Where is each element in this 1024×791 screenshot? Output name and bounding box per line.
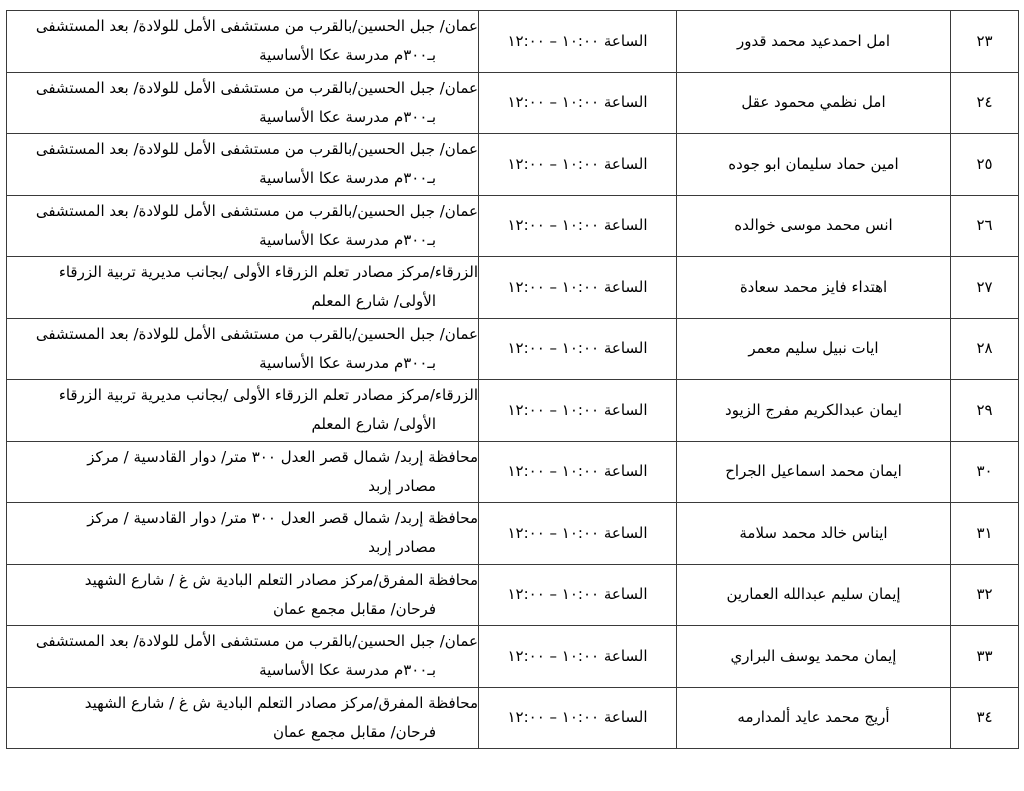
location-line-1: محافظة إربد/ شمال قصر العدل ٣٠٠ متر/ دوار القادسية / مركز (87, 447, 478, 466)
row-number: ٢٦ (951, 195, 1019, 257)
exam-time: الساعة ١٠:٠٠ – ١٢:٠٠ (479, 195, 677, 257)
row-number: ٣٠ (951, 441, 1019, 503)
table-row (7, 503, 1019, 565)
location-line-2: مصادر إربد (368, 538, 436, 557)
candidate-name: ايمان عبدالكريم مفرج الزيود (677, 380, 951, 442)
row-number: ٢٧ (951, 257, 1019, 319)
location-line-1: الزرقاء/مركز مصادر تعلم الزرقاء الأولى /بجانب مديرية تربية الزرقاء (58, 386, 478, 405)
location-line-2: بـ٣٠٠م مدرسة عكا الأساسية (259, 46, 436, 65)
location-line-2: مصادر إربد (368, 476, 436, 495)
table-row (7, 441, 1019, 503)
candidate-name: إيمان محمد يوسف البراري (677, 626, 951, 688)
row-number: ٢٩ (951, 380, 1019, 442)
candidate-name: انس محمد موسى خوالده (677, 195, 951, 257)
exam-location (7, 257, 479, 319)
row-number: ٢٨ (951, 318, 1019, 380)
location-line-1: محافظة المفرق/مركز مصادر التعلم البادية ش غ / شارع الشهيد (84, 570, 478, 589)
exam-time: الساعة ١٠:٠٠ – ١٢:٠٠ (479, 72, 677, 134)
exam-time: الساعة ١٠:٠٠ – ١٢:٠٠ (479, 318, 677, 380)
table-row (7, 257, 1019, 319)
table-row (7, 687, 1019, 749)
table-row (7, 195, 1019, 257)
location-line-2: بـ٣٠٠م مدرسة عكا الأساسية (259, 107, 436, 126)
schedule-table (6, 10, 1019, 749)
location-line-2: بـ٣٠٠م مدرسة عكا الأساسية (259, 353, 436, 372)
exam-location (7, 134, 479, 196)
row-number: ٢٣ (951, 11, 1019, 73)
row-number: ٣٤ (951, 687, 1019, 749)
location-line-1: محافظة إربد/ شمال قصر العدل ٣٠٠ متر/ دوار القادسية / مركز (87, 509, 478, 528)
exam-location (7, 564, 479, 626)
schedule-table-body (7, 11, 1019, 749)
location-line-1: عمان/ جبل الحسين/بالقرب من مستشفى الأمل للولادة/ بعد المستشفى (35, 78, 478, 97)
exam-time: الساعة ١٠:٠٠ – ١٢:٠٠ (479, 380, 677, 442)
location-line-2: بـ٣٠٠م مدرسة عكا الأساسية (259, 661, 436, 680)
candidate-name: ايات نبيل سليم معمر (677, 318, 951, 380)
table-row (7, 380, 1019, 442)
exam-location (7, 441, 479, 503)
location-line-1: محافظة المفرق/مركز مصادر التعلم البادية ش غ / شارع الشهيد (84, 693, 478, 712)
exam-time: الساعة ١٠:٠٠ – ١٢:٠٠ (479, 687, 677, 749)
exam-location (7, 11, 479, 73)
candidate-name: إيمان سليم عبدالله العمارين (677, 564, 951, 626)
candidate-name: ايمان محمد اسماعيل الجراح (677, 441, 951, 503)
location-line-2: فرحان/ مقابل مجمع عمان (273, 599, 436, 618)
exam-location (7, 318, 479, 380)
exam-location (7, 72, 479, 134)
exam-location (7, 380, 479, 442)
candidate-name: امين حماد سليمان ابو جوده (677, 134, 951, 196)
row-number: ٣٢ (951, 564, 1019, 626)
row-number: ٣١ (951, 503, 1019, 565)
location-line-1: عمان/ جبل الحسين/بالقرب من مستشفى الأمل للولادة/ بعد المستشفى (35, 17, 478, 36)
location-line-1: عمان/ جبل الحسين/بالقرب من مستشفى الأمل للولادة/ بعد المستشفى (35, 324, 478, 343)
location-line-2: بـ٣٠٠م مدرسة عكا الأساسية (259, 169, 436, 188)
exam-time: الساعة ١٠:٠٠ – ١٢:٠٠ (479, 503, 677, 565)
candidate-name: ايناس خالد محمد سلامة (677, 503, 951, 565)
table-row (7, 11, 1019, 73)
table-row (7, 72, 1019, 134)
table-row (7, 318, 1019, 380)
exam-location (7, 687, 479, 749)
exam-location (7, 503, 479, 565)
exam-time: الساعة ١٠:٠٠ – ١٢:٠٠ (479, 626, 677, 688)
location-line-1: الزرقاء/مركز مصادر تعلم الزرقاء الأولى /بجانب مديرية تربية الزرقاء (58, 263, 478, 282)
location-line-2: بـ٣٠٠م مدرسة عكا الأساسية (259, 230, 436, 249)
exam-time: الساعة ١٠:٠٠ – ١٢:٠٠ (479, 257, 677, 319)
location-line-2: فرحان/ مقابل مجمع عمان (273, 722, 436, 741)
location-line-2: الأولى/ شارع المعلم (311, 415, 436, 434)
exam-time: الساعة ١٠:٠٠ – ١٢:٠٠ (479, 134, 677, 196)
candidate-name: امل نظمي محمود عقل (677, 72, 951, 134)
exam-time: الساعة ١٠:٠٠ – ١٢:٠٠ (479, 11, 677, 73)
table-row (7, 134, 1019, 196)
row-number: ٢٥ (951, 134, 1019, 196)
candidate-name: أريج محمد عايد ألمدارمه (677, 687, 951, 749)
row-number: ٢٤ (951, 72, 1019, 134)
candidate-name: اهتداء فايز محمد سعادة (677, 257, 951, 319)
table-row (7, 626, 1019, 688)
location-line-1: عمان/ جبل الحسين/بالقرب من مستشفى الأمل للولادة/ بعد المستشفى (35, 632, 478, 651)
table-row (7, 564, 1019, 626)
schedule-document (6, 10, 1018, 749)
location-line-2: الأولى/ شارع المعلم (311, 292, 436, 311)
exam-location (7, 195, 479, 257)
row-number: ٣٣ (951, 626, 1019, 688)
candidate-name: امل احمدعيد محمد قدور (677, 11, 951, 73)
exam-location (7, 626, 479, 688)
exam-time: الساعة ١٠:٠٠ – ١٢:٠٠ (479, 441, 677, 503)
location-line-1: عمان/ جبل الحسين/بالقرب من مستشفى الأمل للولادة/ بعد المستشفى (35, 140, 478, 159)
location-line-1: عمان/ جبل الحسين/بالقرب من مستشفى الأمل للولادة/ بعد المستشفى (35, 201, 478, 220)
exam-time: الساعة ١٠:٠٠ – ١٢:٠٠ (479, 564, 677, 626)
